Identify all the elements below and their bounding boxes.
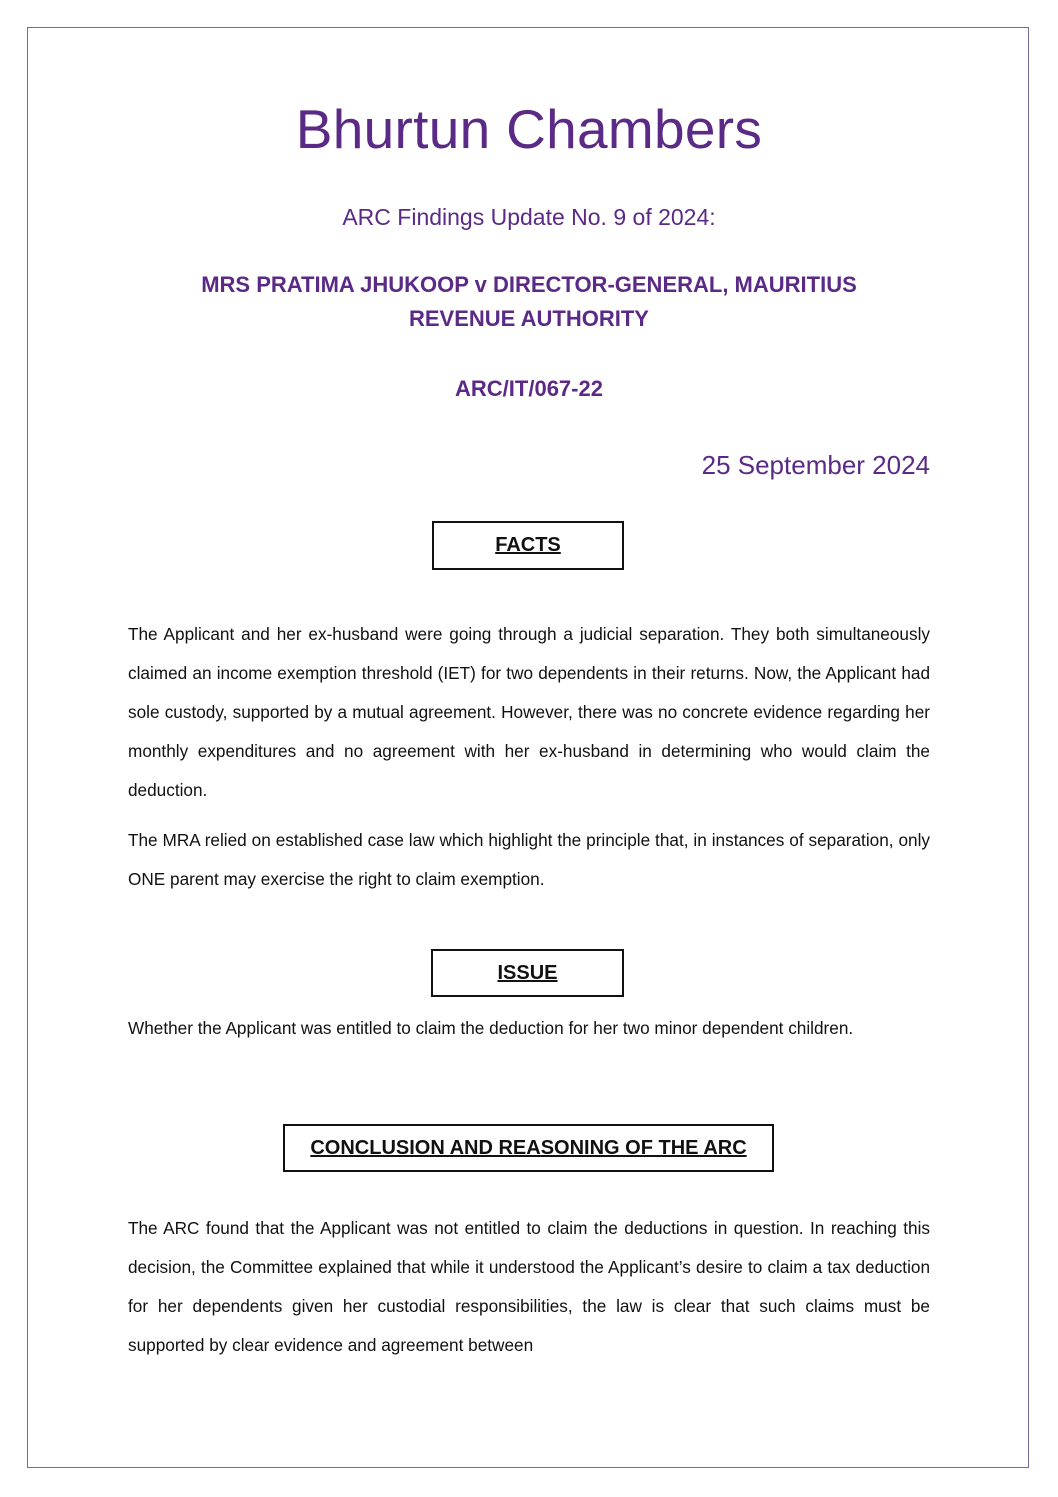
facts-heading-label: FACTS (495, 534, 561, 556)
case-number: ARC/IT/067-22 (455, 376, 603, 401)
case-title: MRS PRATIMA JHUKOOP v DIRECTOR-GENERAL, MAURITIUS REVENUE AUTHORITY (201, 272, 857, 331)
document-date: 25 September 2024 (701, 450, 930, 480)
facts-paragraph-1: The Applicant and her ex-husband were going through a judicial separation. They both simultaneously claimed an income exemption threshold (IET) for two dependents in their returns. Now, the Applicant had sole custody, supported by a mutual agreement. However, there was no concrete evidence regarding her monthly expenditures and no agreement with her ex-husband in determining who would claim the deduction. (128, 624, 930, 800)
issue-heading-label: ISSUE (497, 961, 558, 984)
update-line: ARC Findings Update No. 9 of 2024: (342, 204, 716, 230)
conclusion-heading (283, 1124, 774, 1172)
issue-paragraph: Whether the Applicant was entitled to claim the deduction for her two minor dependent children. (128, 1018, 854, 1038)
issue-heading (431, 949, 624, 997)
firm-name: Bhurtun Chambers (295, 98, 763, 160)
facts-heading (432, 521, 624, 570)
conclusion-paragraph: The ARC found that the Applicant was not entitled to claim the deductions in question. In reaching this decision, the Committee explained that while it understood the Applicant’s desire to claim a tax deduction for her dependents given her custodial responsibilities, the law is clear that such claims must be supported by clear evidence and agreement between (128, 1218, 930, 1355)
facts-paragraph-2: The MRA relied on established case law which highlight the principle that, in instances of separation, only ONE parent may exercise the right to claim exemption. (128, 830, 930, 889)
conclusion-heading-label: CONCLUSION AND REASONING OF THE ARC (310, 1136, 747, 1159)
